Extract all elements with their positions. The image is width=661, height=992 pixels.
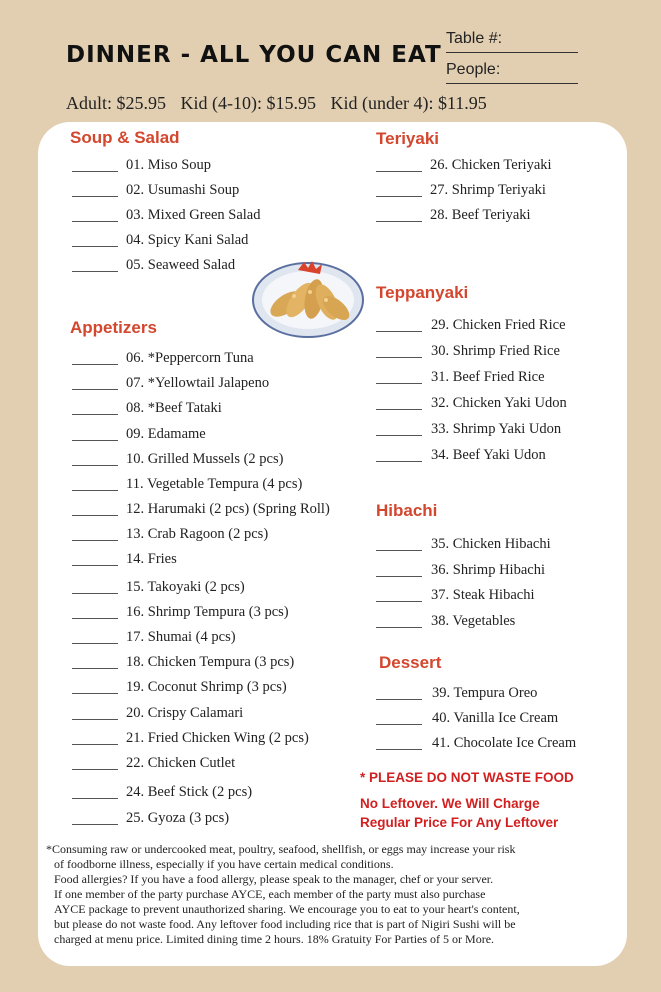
footnote-line: AYCE package to prevent unauthorized sharing. We encourage you to eat to your heart's content, [54,902,520,916]
footnote-line: *Consuming raw or undercooked meat, poultry, seafood, shellfish, or eggs may increase your risk [46,842,516,856]
quantity-blank[interactable] [376,576,422,577]
quantity-blank[interactable] [72,643,118,644]
footnote-line: but please do not waste food. Any leftover food including rice that is part of Nigiri Sushi will be [54,917,516,931]
section-title-dessert: Dessert [379,653,442,672]
menu-item-label: 10. Grilled Mussels (2 pcs) [126,451,284,467]
quantity-blank[interactable] [72,246,118,247]
section-title-hibachi: Hibachi [376,501,438,520]
quantity-blank[interactable] [376,357,422,358]
quantity-blank[interactable] [72,414,118,415]
quantity-blank[interactable] [376,409,422,410]
quantity-blank[interactable] [72,171,118,172]
quantity-blank[interactable] [376,435,422,436]
section-title-teppanyaki: Teppanyaki [376,283,469,302]
menu-item-label: 32. Chicken Yaki Udon [431,395,567,411]
quantity-blank[interactable] [376,550,422,551]
menu-item-label: 26. Chicken Teriyaki [430,157,552,173]
section-title-teriyaki: Teriyaki [376,129,440,148]
menu-item-label: 17. Shumai (4 pcs) [126,629,236,645]
quantity-blank[interactable] [72,271,118,272]
menu-item-label: 14. Fries [126,551,177,567]
menu-item-label: 41. Chocolate Ice Cream [432,735,577,751]
menu-item-label: 03. Mixed Green Salad [126,207,261,223]
section-title-soup-salad: Soup & Salad [70,128,180,147]
quantity-blank[interactable] [376,383,422,384]
quantity-blank[interactable] [72,490,118,491]
quantity-blank[interactable] [72,515,118,516]
menu-title: DINNER - ALL YOU CAN EAT [66,42,442,68]
menu-item-label: 30. Shrimp Fried Rice [431,343,560,359]
quantity-blank[interactable] [72,196,118,197]
quantity-blank[interactable] [72,465,118,466]
menu-item-label: 07. *Yellowtail Jalapeno [126,375,270,391]
quantity-blank[interactable] [376,601,422,602]
price-kid: Kid (4-10): $15.95 [180,93,316,113]
shrimp-tempura-plate-image [252,256,364,338]
quantity-blank[interactable] [376,699,422,700]
menu-item-label: 06. *Peppercorn Tuna [126,350,254,366]
quantity-blank[interactable] [376,221,422,222]
section-title-appetizers: Appetizers [70,318,157,337]
quantity-blank[interactable] [376,171,422,172]
menu-item-label: 12. Harumaki (2 pcs) (Spring Roll) [126,501,330,517]
quantity-blank[interactable] [72,389,118,390]
menu-item-label: 20. Crispy Calamari [126,705,244,721]
quantity-blank[interactable] [72,769,118,770]
quantity-blank[interactable] [376,627,422,628]
price-adult: Adult: $25.95 [66,93,167,113]
price-kid-under-4: Kid (under 4): $11.95 [330,93,487,113]
menu-item-label: 02. Usumashi Soup [126,182,240,198]
quantity-blank[interactable] [72,618,118,619]
quantity-blank[interactable] [376,331,422,332]
price-line [66,93,497,114]
menu-item-label: 11. Vegetable Tempura (4 pcs) [126,476,303,492]
table-number-label: Table #: [446,30,503,47]
waste-warning: * PLEASE DO NOT WASTE FOOD [360,770,574,785]
quantity-blank[interactable] [72,719,118,720]
menu-item-label: 04. Spicy Kani Salad [126,232,249,248]
menu-item-label: 33. Shrimp Yaki Udon [431,421,562,437]
menu-item-label: 37. Steak Hibachi [431,587,535,603]
menu-item-label: 24. Beef Stick (2 pcs) [126,784,253,800]
quantity-blank[interactable] [72,540,118,541]
menu-item-label: 08. *Beef Tataki [126,400,222,416]
menu-item-label: 18. Chicken Tempura (3 pcs) [126,654,295,670]
footnote-line: of foodborne illness, especially if you have certain medical conditions. [54,857,394,871]
menu-item-label: 28. Beef Teriyaki [430,207,531,223]
menu-item-label: 31. Beef Fried Rice [431,369,545,385]
footnote-line: If one member of the party purchase AYCE, each member of the party must also purchase [54,887,486,901]
menu-item-label: 40. Vanilla Ice Cream [432,710,559,726]
menu-item-label: 16. Shrimp Tempura (3 pcs) [126,604,289,620]
footnote-line: Food allergies? If you have a food allergy, please speak to the manager, chef or your server. [54,872,494,886]
quantity-blank[interactable] [72,668,118,669]
table-number-field[interactable] [446,30,578,53]
menu-item-label: 39. Tempura Oreo [432,685,538,701]
quantity-blank[interactable] [376,749,422,750]
menu-item-label: 22. Chicken Cutlet [126,755,236,771]
menu-item-label: 27. Shrimp Teriyaki [430,182,546,198]
menu-item-label: 36. Shrimp Hibachi [431,562,545,578]
menu-item-label: 25. Gyoza (3 pcs) [126,810,230,826]
menu-item-label: 21. Fried Chicken Wing (2 pcs) [126,730,309,746]
quantity-blank[interactable] [72,798,118,799]
menu-item-label: 29. Chicken Fried Rice [431,317,566,333]
menu-item-label: 35. Chicken Hibachi [431,536,551,552]
menu-item-label: 01. Miso Soup [126,157,212,173]
quantity-blank[interactable] [72,221,118,222]
footnote-line: charged at menu price. Limited dining time 2 hours. 18% Gratuity For Parties of 5 or More. [54,932,495,946]
quantity-blank[interactable] [72,364,118,365]
leftover-warning-2: Regular Price For Any Leftover [360,815,559,830]
quantity-blank[interactable] [72,744,118,745]
quantity-blank[interactable] [72,593,118,594]
quantity-blank[interactable] [376,724,422,725]
menu-item-label: 38. Vegetables [431,613,516,629]
quantity-blank[interactable] [72,440,118,441]
leftover-warning-1: No Leftover. We Will Charge [360,796,540,811]
menu-item-label: 34. Beef Yaki Udon [431,447,546,463]
footnote [46,842,616,947]
quantity-blank[interactable] [376,196,422,197]
quantity-blank[interactable] [376,461,422,462]
menu-item-label: 09. Edamame [126,426,206,442]
people-field[interactable] [446,61,578,84]
menu-item-label: 15. Takoyaki (2 pcs) [126,579,245,595]
quantity-blank[interactable] [72,693,118,694]
menu-item-label: 13. Crab Ragoon (2 pcs) [126,526,269,542]
people-label: People: [446,61,501,78]
quantity-blank[interactable] [72,824,118,825]
menu-item-label: 19. Coconut Shrimp (3 pcs) [126,679,287,695]
quantity-blank[interactable] [72,565,118,566]
menu-item-label: 05. Seaweed Salad [126,257,236,273]
